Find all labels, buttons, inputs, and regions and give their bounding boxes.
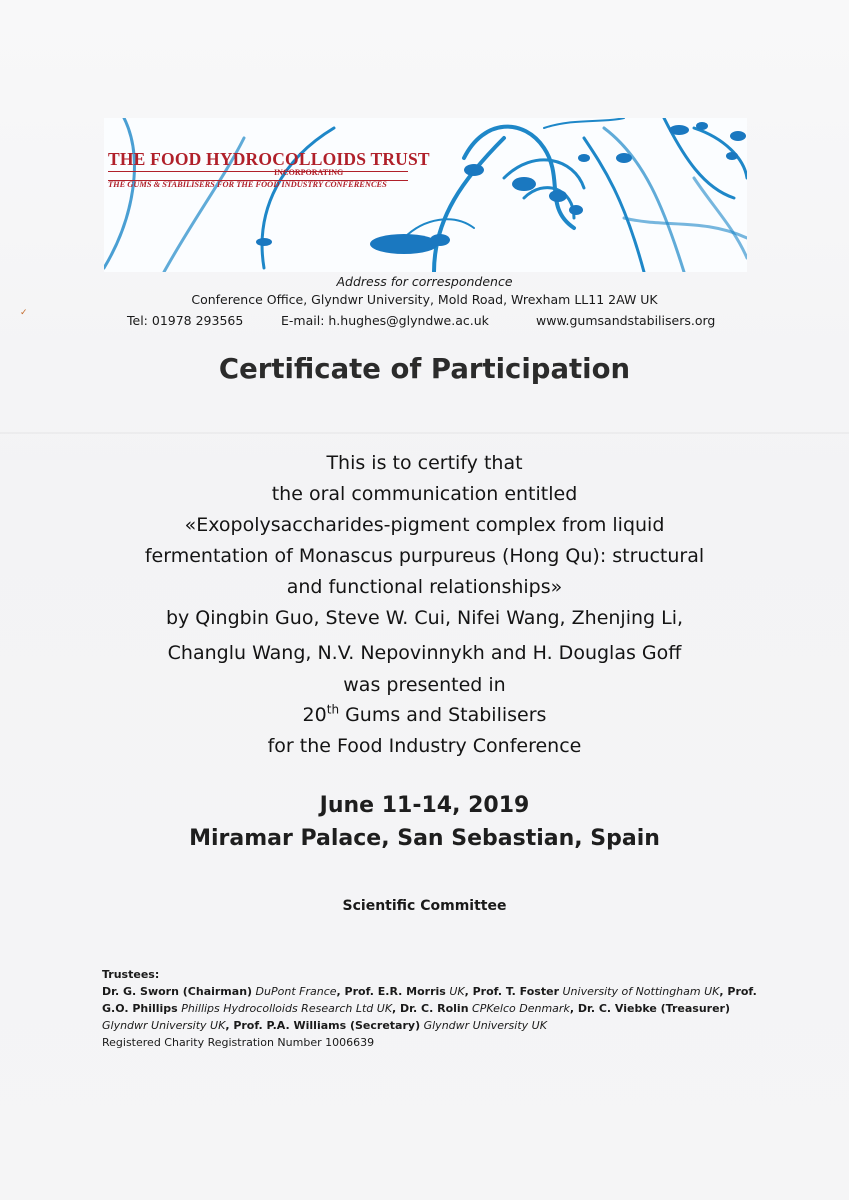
incorporating-label: INCORPORATING (274, 168, 344, 177)
paper-title-line-3: and functional relationships» (286, 576, 563, 598)
trust-subtitle: THE GUMS & STABILISERS FOR THE FOOD INDUSTRY CONFERENCES (108, 180, 387, 189)
address-label: Address for correspondence (336, 274, 513, 289)
trustee-name: , Prof. P.A. Williams (Secretary) (225, 1019, 421, 1032)
trustee-name: , Dr. C. Viebke (Treasurer) (569, 1002, 730, 1015)
trustee-name: , Prof. G.O. Phillips (102, 985, 757, 1015)
trustees-list (102, 983, 762, 1034)
stray-mark: ✓ (20, 308, 28, 318)
trustee-org: Glyndwr University UK (420, 1019, 547, 1032)
presented-line: was presented in (343, 674, 506, 696)
certificate-title: Certificate of Participation (218, 353, 631, 385)
trustee-name: , Prof. T. Foster (464, 985, 559, 998)
address-line: Conference Office, Glyndwr University, Mold Road, Wrexham LL11 2AW UK (191, 292, 658, 307)
trustees-heading: Trustees: (102, 968, 160, 981)
trust-name: THE FOOD HYDROCOLLOIDS TRUST (108, 149, 430, 169)
trustee-org: DuPont France (252, 985, 337, 998)
paper-title-line-2: fermentation of Monascus purpureus (Hong Qu): structural (144, 545, 705, 567)
header-banner (104, 118, 747, 272)
paper-fold (0, 432, 849, 434)
divider (108, 171, 408, 172)
charity-number: Registered Charity Registration Number 1006639 (102, 1036, 375, 1049)
website-link[interactable]: www.gumsandstabilisers.org (536, 313, 716, 328)
signatory-committee: Scientific Committee (342, 898, 507, 914)
trustee-name: Dr. G. Sworn (Chairman) (102, 985, 253, 998)
certify-line: This is to certify that (326, 452, 523, 474)
phone-number: Tel: 01978 293565 (127, 313, 244, 328)
trustee-org: UK (445, 985, 465, 998)
conference-venue: Miramar Palace, San Sebastian, Spain (189, 826, 660, 851)
authors-line-1: by Qingbin Guo, Steve W. Cui, Nifei Wang, Zhenjing Li, (165, 607, 684, 629)
trustee-org: Glyndwr University UK (102, 1019, 226, 1032)
trustee-name: , Prof. E.R. Morris (336, 985, 446, 998)
communication-line: the oral communication entitled (271, 483, 578, 505)
edition-number: 20 (302, 704, 327, 726)
trustee-org: University of Nottingham UK (559, 985, 720, 998)
conference-line-1 (0, 704, 849, 726)
edition-suffix: th (326, 702, 340, 717)
conference-dates: June 11-14, 2019 (319, 793, 530, 818)
trustee-org: CPKelco Denmark (468, 1002, 570, 1015)
conference-name: Gums and Stabilisers (339, 704, 547, 726)
email-address[interactable]: E-mail: h.hughes@glyndwe.ac.uk (281, 313, 489, 328)
ink-swirl-illustration (104, 118, 747, 272)
trustee-org: Phillips Hydrocolloids Research Ltd UK (177, 1002, 393, 1015)
trustee-name: , Dr. C. Rolin (392, 1002, 469, 1015)
conference-line-2: for the Food Industry Conference (267, 735, 582, 757)
paper-title-line-1: «Exopolysaccharides-pigment complex from liquid (184, 514, 665, 536)
trustees-block (102, 966, 762, 1051)
authors-line-2: Changlu Wang, N.V. Nepovinnykh and H. Douglas Goff (167, 642, 682, 664)
